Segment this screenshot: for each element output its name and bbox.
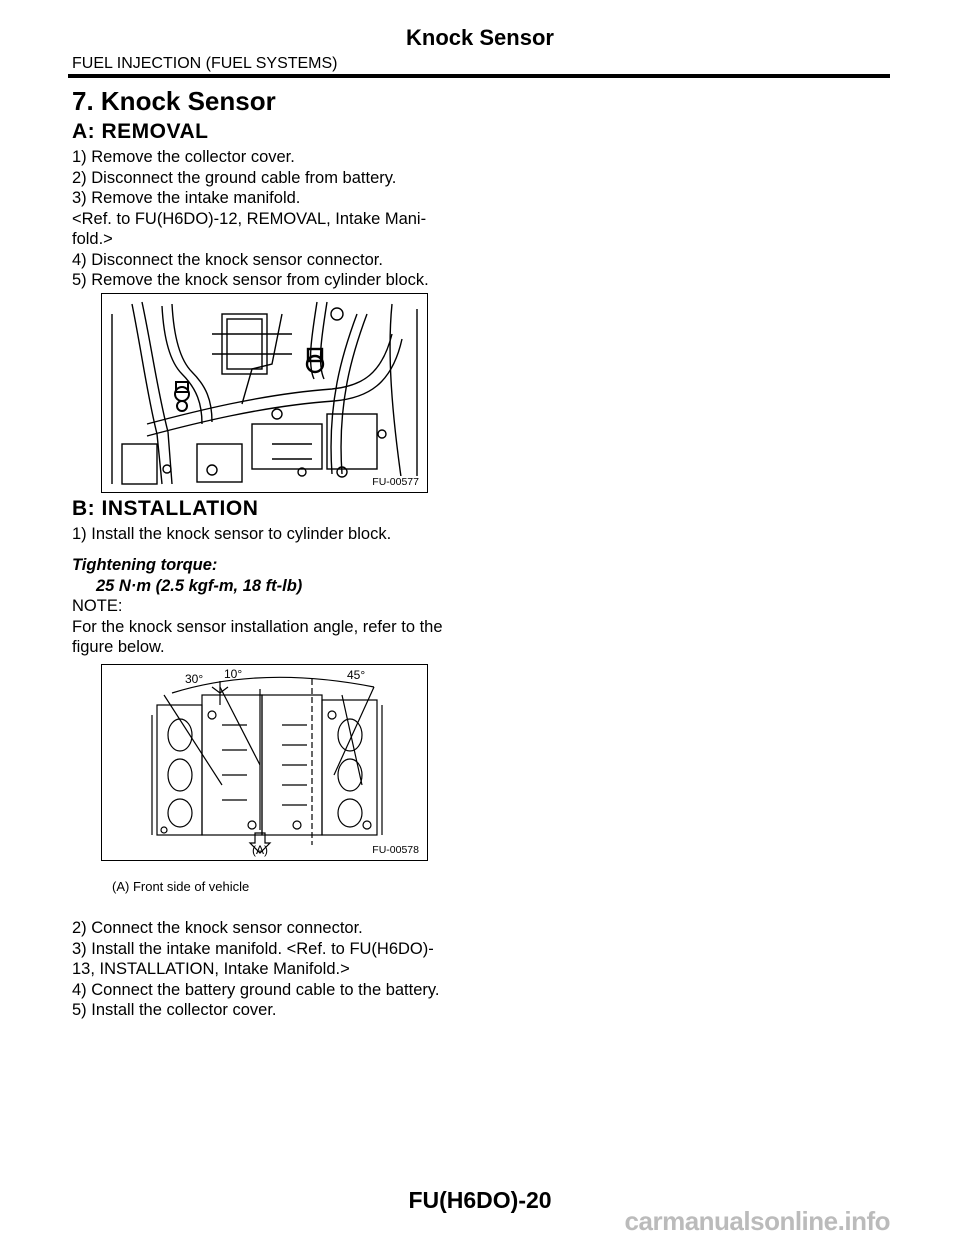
note-text: For the knock sensor installation angle, refer to the figure below. — [72, 617, 443, 656]
figure-caption: (A) Front side of vehicle — [112, 879, 250, 894]
cylinder-block-drawing — [102, 665, 427, 860]
angle-label-10: 10° — [224, 667, 243, 681]
removal-step: 2) Disconnect the ground cable from battery. — [72, 168, 397, 187]
front-marker-a: (A) — [252, 843, 268, 857]
note-label: NOTE: — [72, 597, 123, 615]
removal-step: 1) Remove the collector cover. — [72, 148, 295, 166]
removal-steps — [72, 147, 462, 291]
installation-step: 5) Install the collector cover. — [72, 1001, 277, 1019]
installation-step: 2) Connect the knock sensor connector. — [72, 919, 363, 937]
installation-step: 3) Install the intake manifold. <Ref. to FU(H6DO)- — [72, 939, 434, 958]
knock-sensor-angle-figure — [101, 664, 428, 861]
engine-drawing — [102, 294, 427, 492]
page-number: FU(H6DO)-20 — [408, 1187, 552, 1213]
installation-heading: B: INSTALLATION — [72, 497, 259, 520]
section-title: 7. Knock Sensor — [72, 86, 276, 116]
figure-code: FU-00578 — [372, 844, 419, 856]
removal-step-ref: fold.> — [72, 230, 113, 248]
removal-step: 4) Disconnect the knock sensor connector. — [72, 250, 383, 269]
installation-steps — [72, 918, 462, 1021]
installation-step-1: 1) Install the knock sensor to cylinder block. — [72, 525, 392, 543]
torque-label: Tightening torque: — [72, 556, 218, 574]
watermark: carmanualsonline.info — [624, 1206, 890, 1236]
figure-code: FU-00577 — [372, 476, 419, 488]
page-header-title: Knock Sensor — [406, 25, 554, 50]
removal-step: 5) Remove the knock sensor from cylinder block. — [72, 271, 429, 289]
torque-spec — [72, 555, 462, 596]
torque-value: 25 N·m (2.5 kgf-m, 18 ft-lb) — [96, 576, 303, 595]
installation-step: 4) Connect the battery ground cable to the battery. — [72, 980, 440, 999]
angle-label-30: 30° — [185, 672, 204, 686]
header-divider — [68, 74, 890, 78]
installation-step-ref: 13, INSTALLATION, Intake Manifold.> — [72, 960, 350, 978]
knock-sensor-removal-figure — [101, 293, 428, 493]
removal-step-ref: <Ref. to FU(H6DO)-12, REMOVAL, Intake Mani- — [72, 209, 427, 228]
angle-label-45: 45° — [347, 668, 366, 682]
removal-heading: A: REMOVAL — [72, 120, 209, 143]
note-block — [72, 596, 462, 658]
page-header-section: FUEL INJECTION (FUEL SYSTEMS) — [72, 55, 338, 72]
removal-step: 3) Remove the intake manifold. — [72, 189, 301, 207]
